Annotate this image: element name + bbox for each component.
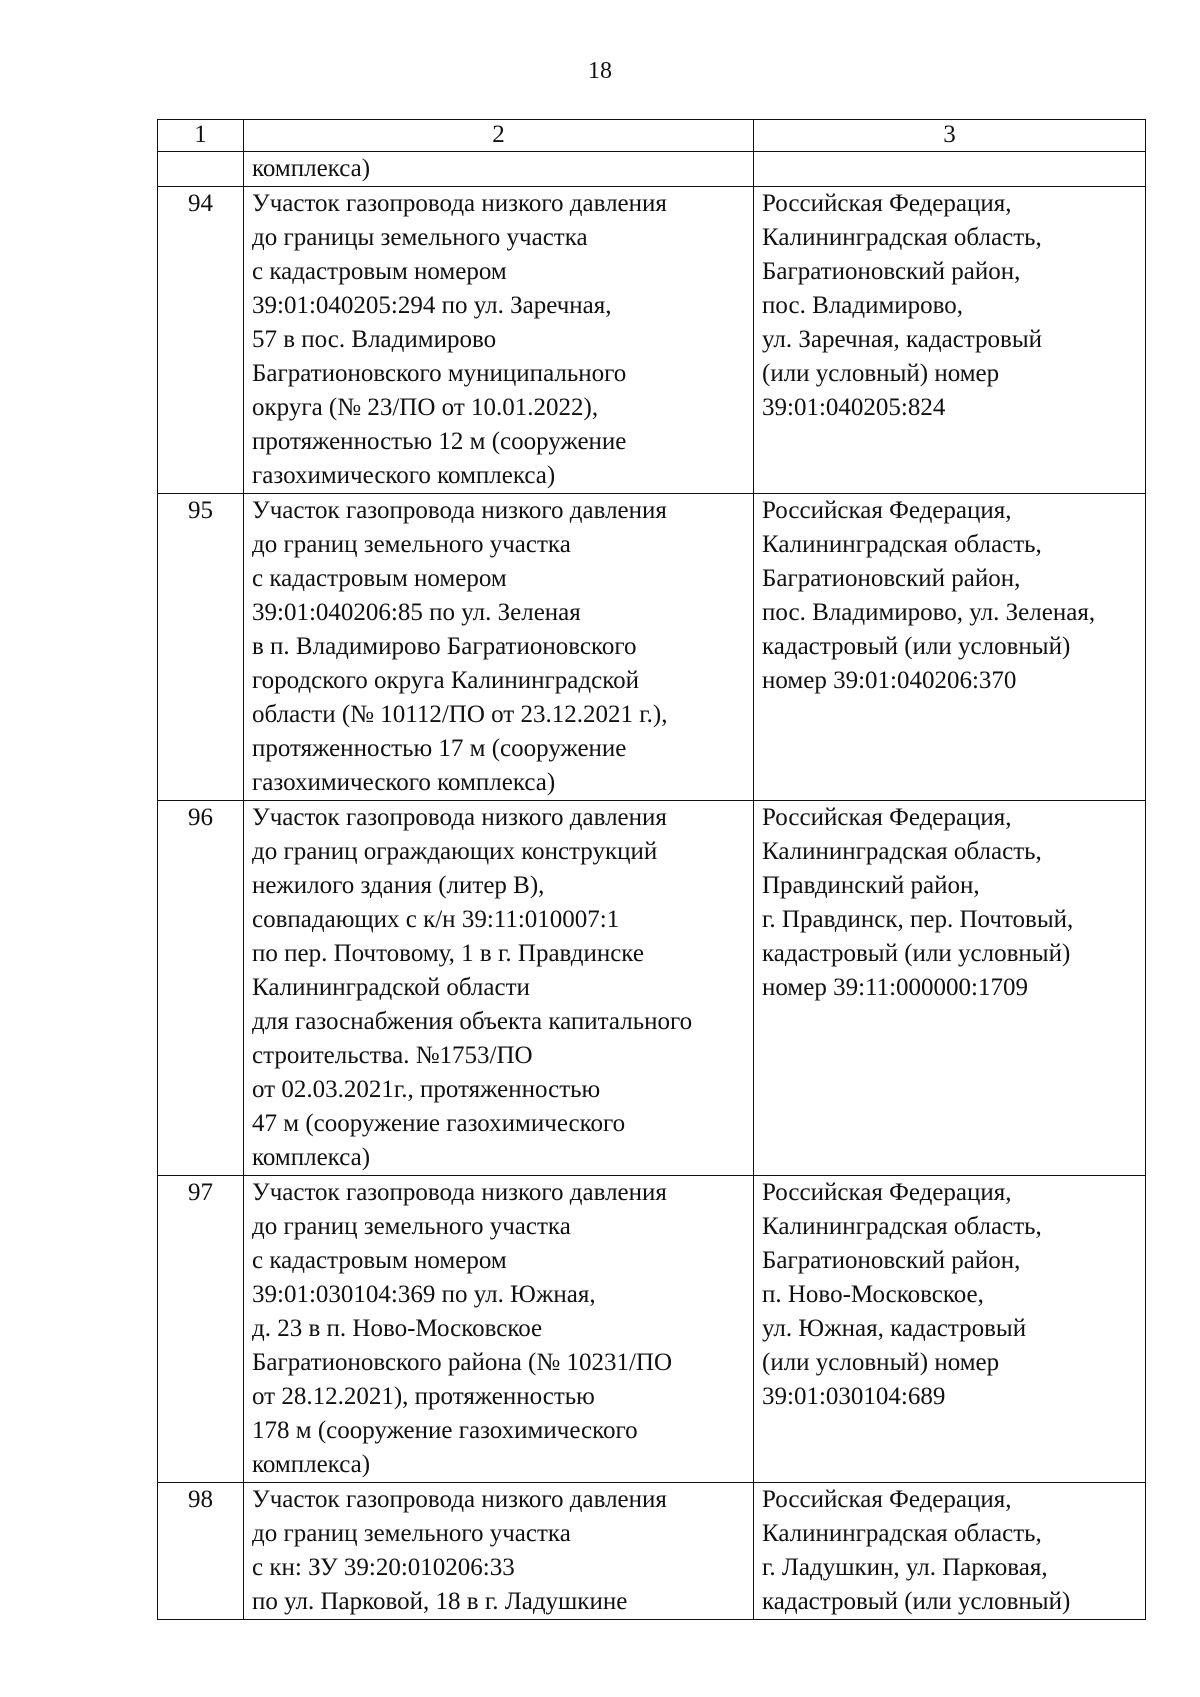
address-line: Калининградская область, [762, 1520, 1042, 1547]
address-cell [754, 1176, 1146, 1483]
object-description-cell [244, 494, 754, 801]
description-line: газохимического комплекса) [252, 462, 556, 489]
address-line: кадастровый (или условный) [762, 633, 1071, 660]
description-line: до границ земельного участка [252, 1213, 571, 1240]
description-line: 57 в пос. Владимирово [252, 326, 497, 353]
address-line: Российская Федерация, [762, 497, 1012, 524]
object-description-cell [244, 187, 754, 494]
address-line: (или условный) номер [762, 1349, 1000, 1376]
object-description-cell [244, 152, 754, 187]
address-line: 39:01:030104:689 [762, 1383, 946, 1410]
address-line: пос. Владимирово, ул. Зеленая, [762, 599, 1096, 626]
description-line: от 28.12.2021), протяженностью [252, 1383, 595, 1410]
description-line: Участок газопровода низкого давления [252, 497, 667, 524]
description-line: до границ земельного участка [252, 1520, 571, 1547]
table-header-row [158, 120, 1146, 152]
address-line: Российская Федерация, [762, 1486, 1012, 1513]
continuation-row [158, 152, 1146, 187]
address-line: г. Ладушкин, ул. Парковая, [762, 1554, 1048, 1581]
description-line: с кн: ЗУ 39:20:010206:33 [252, 1554, 515, 1581]
address-line: Правдинский район, [762, 872, 980, 899]
description-line: нежилого здания (литер В), [252, 872, 545, 899]
description-line: области (№ 10112/ПО от 23.12.2021 г.), [252, 701, 668, 728]
description-line: комплекса) [252, 1451, 371, 1478]
description-line: округа (№ 23/ПО от 10.01.2022), [252, 394, 599, 421]
address-line: Российская Федерация, [762, 804, 1012, 831]
row-number: 98 [158, 1483, 244, 1620]
address-line: Российская Федерация, [762, 1179, 1012, 1206]
address-line: Багратионовский район, [762, 258, 1021, 285]
description-line: городского округа Калининградской [252, 667, 639, 694]
description-line: 39:01:040206:85 по ул. Зеленая [252, 599, 581, 626]
description-line: 178 м (сооружение газохимического [252, 1417, 638, 1444]
object-description-cell [244, 1176, 754, 1483]
description-line: в п. Владимирово Багратионовского [252, 633, 637, 660]
description-line: до границы земельного участка [252, 224, 588, 251]
table-row [158, 1483, 1146, 1620]
description-line: комплекса) [252, 155, 371, 182]
object-description-cell [244, 1483, 754, 1620]
table-row [158, 1176, 1146, 1483]
description-line: протяженностью 17 м (сооружение [252, 735, 627, 762]
address-line: Багратионовский район, [762, 565, 1021, 592]
table-row [158, 187, 1146, 494]
address-line: Российская Федерация, [762, 190, 1012, 217]
address-line: 39:01:040205:824 [762, 394, 946, 421]
address-line: номер 39:01:040206:370 [762, 667, 1017, 694]
header-col-2: 2 [244, 120, 754, 152]
address-line: Калининградская область, [762, 224, 1042, 251]
address-line: ул. Южная, кадастровый [762, 1315, 1027, 1342]
description-line: Участок газопровода низкого давления [252, 1179, 667, 1206]
description-line: 39:01:040205:294 по ул. Заречная, [252, 292, 612, 319]
address-cell [754, 494, 1146, 801]
address-cell [754, 152, 1146, 187]
address-cell [754, 1483, 1146, 1620]
address-cell [754, 801, 1146, 1176]
address-line: пос. Владимирово, [762, 292, 964, 319]
description-line: комплекса) [252, 1144, 371, 1171]
row-number: 94 [158, 187, 244, 494]
description-line: Багратионовского района (№ 10231/ПО [252, 1349, 673, 1376]
address-cell [754, 187, 1146, 494]
address-line: Калининградская область, [762, 1213, 1042, 1240]
object-description-cell [244, 801, 754, 1176]
description-line: протяженностью 12 м (сооружение [252, 428, 627, 455]
address-line: кадастровый (или условный) [762, 1588, 1071, 1615]
description-line: для газоснабжения объекта капитального [252, 1008, 693, 1035]
description-line: газохимического комплекса) [252, 769, 556, 796]
row-number: 95 [158, 494, 244, 801]
address-line: Калининградская область, [762, 838, 1042, 865]
description-line: с кадастровым номером [252, 565, 507, 592]
table-row [158, 494, 1146, 801]
description-line: по пер. Почтовому, 1 в г. Правдинске [252, 940, 644, 967]
description-line: Калининградской области [252, 974, 530, 1001]
description-line: с кадастровым номером [252, 1247, 507, 1274]
address-line: Багратионовский район, [762, 1247, 1021, 1274]
description-line: от 02.03.2021г., протяженностью [252, 1076, 601, 1103]
address-line: Калининградская область, [762, 531, 1042, 558]
table-row [158, 801, 1146, 1176]
row-number [158, 152, 244, 187]
description-line: д. 23 в п. Ново-Московское [252, 1315, 543, 1342]
description-line: Багратионовского муниципального [252, 360, 627, 387]
description-line: с кадастровым номером [252, 258, 507, 285]
description-line: Участок газопровода низкого давления [252, 190, 667, 217]
description-line: Участок газопровода низкого давления [252, 804, 667, 831]
description-line: 47 м (сооружение газохимического [252, 1110, 626, 1137]
page-number: 18 [588, 58, 612, 84]
address-line: кадастровый (или условный) [762, 940, 1071, 967]
description-line: по ул. Парковой, 18 в г. Ладушкине [252, 1588, 628, 1615]
address-line: ул. Заречная, кадастровый [762, 326, 1043, 353]
description-line: 39:01:030104:369 по ул. Южная, [252, 1281, 596, 1308]
address-line: п. Ново-Московское, [762, 1281, 984, 1308]
description-line: до границ ограждающих конструкций [252, 838, 658, 865]
row-number: 97 [158, 1176, 244, 1483]
address-line: (или условный) номер [762, 360, 1000, 387]
address-line: г. Правдинск, пер. Почтовый, [762, 906, 1074, 933]
header-col-1: 1 [158, 120, 244, 152]
address-line: номер 39:11:000000:1709 [762, 974, 1028, 1001]
description-line: до границ земельного участка [252, 531, 571, 558]
row-number: 96 [158, 801, 244, 1176]
header-col-3: 3 [754, 120, 1146, 152]
description-line: строительства. №1753/ПО [252, 1042, 533, 1069]
description-line: совпадающих с к/н 39:11:010007:1 [252, 906, 620, 933]
document-table [157, 119, 1146, 1620]
description-line: Участок газопровода низкого давления [252, 1486, 667, 1513]
